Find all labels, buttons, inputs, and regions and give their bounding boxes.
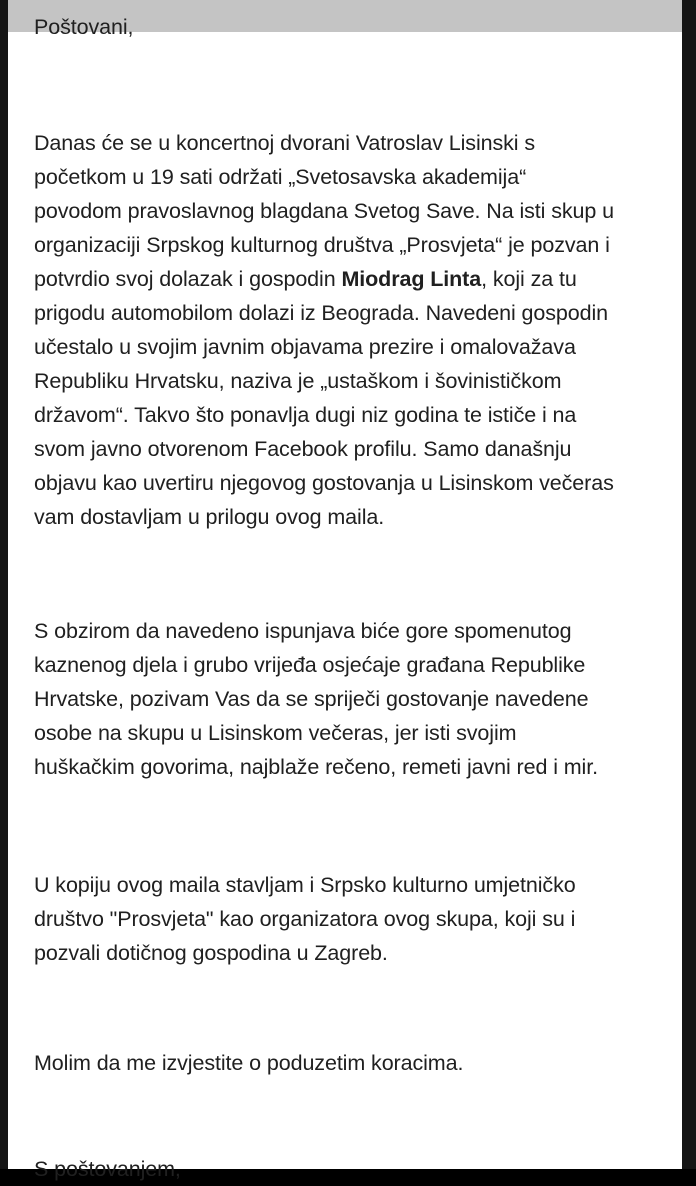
email-closing (34, 1152, 684, 1186)
email-paragraph-4 (34, 1046, 684, 1080)
left-frame-edge (0, 0, 8, 1169)
paragraph-2-text: S obzirom da navedeno ispunjava biće gore spomenutog kaznenog djela i grubo vrijeđa osjećaje građana Republike Hrvatske, pozivam Vas da se spriječi gostovanje navedene osobe na skupu u Lisinskom večeras, jer isti svojim huškačkim govorima, najblaže rečeno, remeti javni red i mir. (34, 619, 598, 779)
email-greeting (34, 10, 133, 44)
closing-text: S poštovanjem, (34, 1157, 181, 1181)
right-frame-edge (682, 0, 696, 1169)
paragraph-3-text: U kopiju ovog maila stavljam i Srpsko kulturno umjetničko društvo "Prosvjeta" kao organizatora ovog skupa, koji su i pozvali dotičnog gospodina u Zagreb. (34, 873, 576, 965)
person-name: Miodrag Linta (341, 267, 482, 291)
paragraph-1-before-name: Danas će se u koncertnoj dvorani Vatroslav Lisinski s početkom u 19 sati održati „Svetosavska akademija“ povodom pravoslavnog blagdana Svetog Save. Na isti skup u organizaciji Srpskog kulturnog društva „Prosvjeta“ je pozvan i potvrdio svoj dolazak i gospodin (34, 131, 614, 291)
paragraph-1-after-name: , koji za tu prigodu automobilom dolazi iz Beograda. Navedeni gospodin učestalo u svojim javnim objavama prezire i omalovažava Republiku Hrvatsku, naziva je „ustaškom i šovinističkom državom“. Takvo što ponavlja dugi niz godina te ističe i na svom javno otvorenom Facebook profilu. Samo današnju objavu kao uvertiru njegovog gostovanja u Lisinskom večeras vam dostavljam u prilogu ovog maila. (34, 267, 614, 529)
paragraph-4-text: Molim da me izvjestite o poduzetim koracima. (34, 1051, 464, 1075)
greeting-text: Poštovani, (34, 15, 134, 39)
paragraph-1-text (34, 126, 684, 534)
email-paragraph-2 (34, 614, 684, 784)
email-paragraph-3 (34, 868, 684, 970)
email-paragraph-1 (34, 126, 684, 534)
